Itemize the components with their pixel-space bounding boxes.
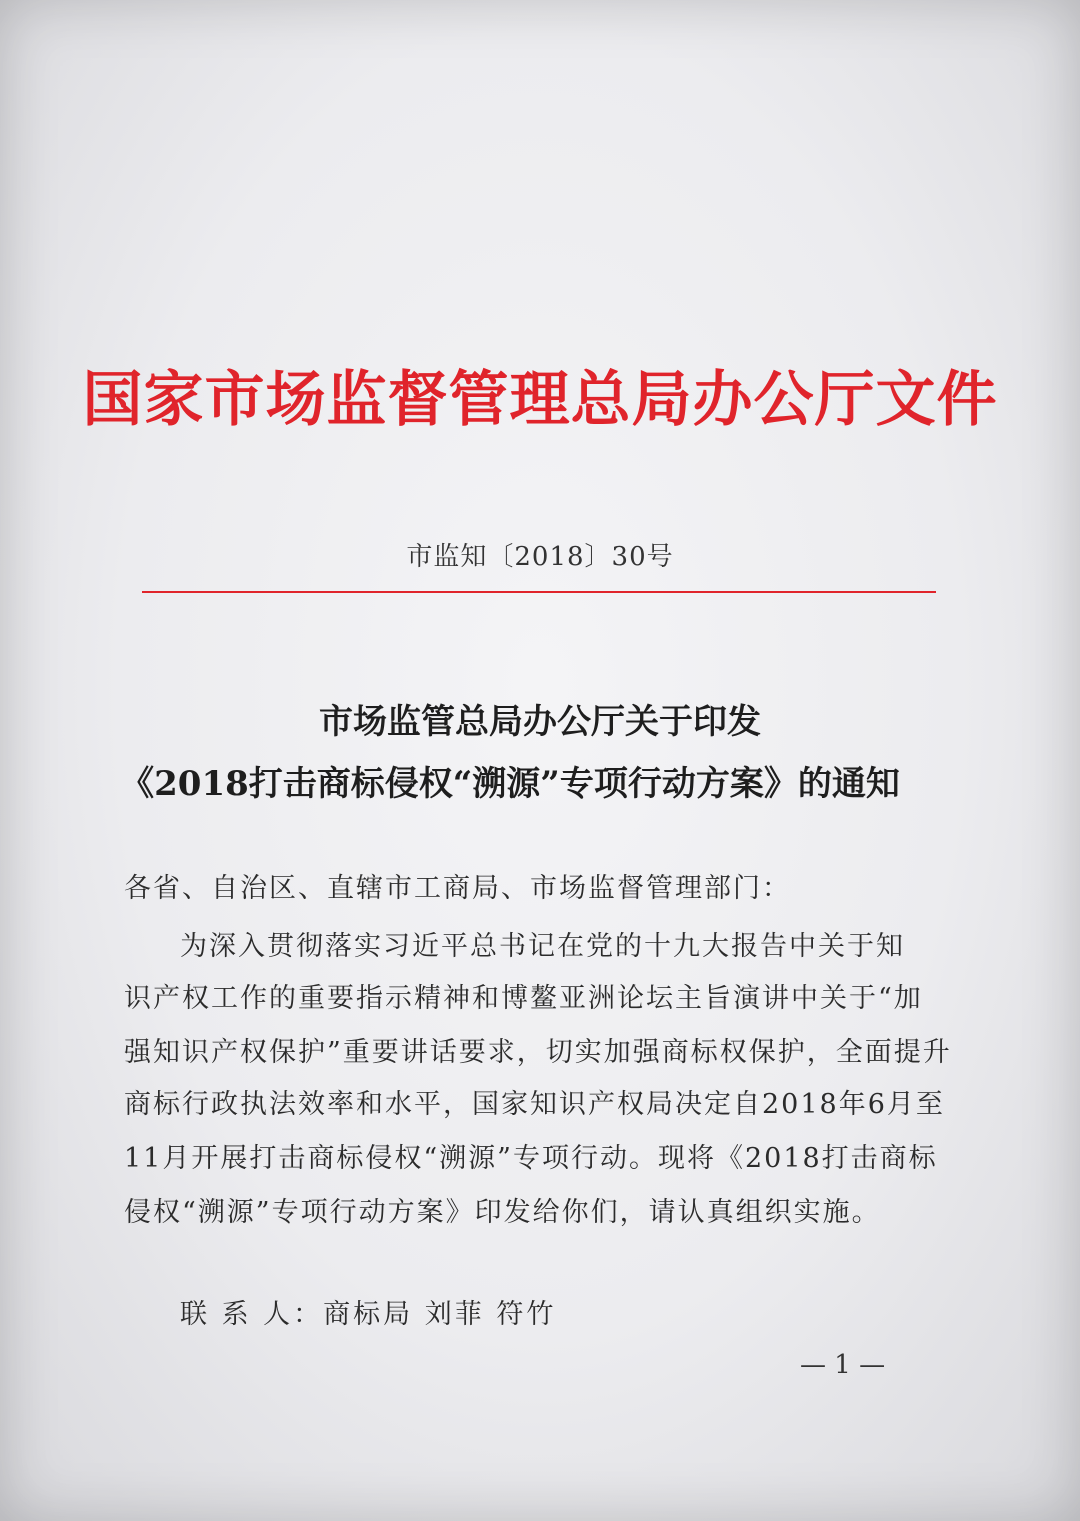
contact-person: 联 系 人：商标局 刘菲 符竹 bbox=[180, 1299, 557, 1330]
body-line: 11月开展打击商标侵权“溯源”专项行动。现将《2018打击商标 bbox=[124, 1143, 938, 1174]
document-number: 市监知〔2018〕30号 bbox=[406, 542, 674, 572]
red-separator-line bbox=[142, 591, 936, 593]
notice-title-line-1: 市场监管总局办公厅关于印发 bbox=[319, 702, 761, 742]
body-line: 侵权“溯源”专项行动方案》印发给你们，请认真组织实施。 bbox=[124, 1197, 881, 1228]
notice-title-line-2: 《2018打击商标侵权“溯源”专项行动方案》的通知 bbox=[120, 764, 900, 804]
body-line: 强知识产权保护”重要讲话要求，切实加强商标权保护，全面提升 bbox=[124, 1037, 952, 1068]
body-line: 为深入贯彻落实习近平总书记在党的十九大报告中关于知 bbox=[180, 931, 905, 962]
body-line: 商标行政执法效率和水平，国家知识产权局决定自2018年6月至 bbox=[124, 1089, 945, 1120]
page-number: — 1 — bbox=[800, 1350, 886, 1380]
body-line: 识产权工作的重要指示精神和博鳌亚洲论坛主旨演讲中关于“加 bbox=[124, 983, 923, 1014]
issuing-authority-title: 国家市场监督管理总局办公厅文件 bbox=[82, 365, 998, 435]
salutation: 各省、自治区、直辖市工商局、市场监督管理部门： bbox=[124, 873, 791, 904]
